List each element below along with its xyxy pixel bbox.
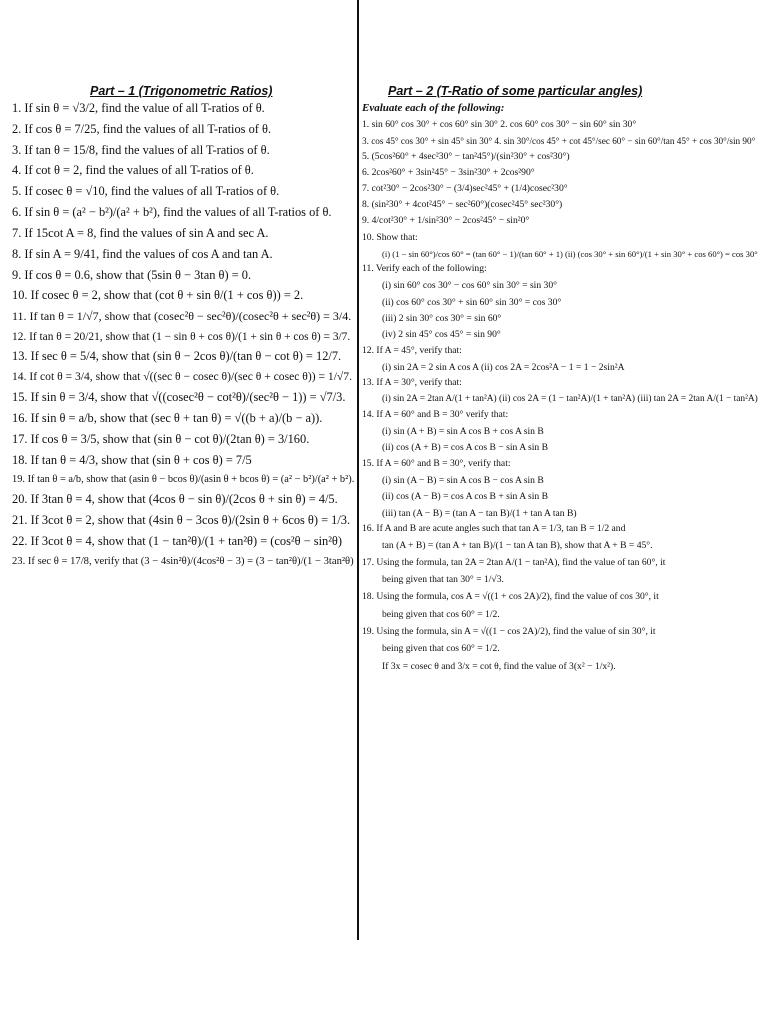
question: 1. If sin θ = √3/2, find the value of all T-ratios of θ. <box>12 101 265 115</box>
question: 11. Verify each of the following: <box>362 263 487 275</box>
question: 20. If 3tan θ = 4, show that (4cos θ − sin θ)/(2cos θ + sin θ) = 4/5. <box>12 492 338 507</box>
part-1-column <box>12 84 355 574</box>
question: 16. If A and B are acute angles such that tan A = 1/3, tan B = 1/2 and <box>362 523 626 535</box>
sub-question: (i) (1 − sin 60°)/cos 60° = (tan 60° − 1)/(tan 60° + 1) (ii) (cos 30° + sin 60°)/(1 + sin 30° + cos 60°) = cos 30° <box>382 248 758 259</box>
sub-question: (ii) cos (A − B) = cos A cos B + sin A sin B <box>382 491 549 503</box>
question-continuation: being given that cos 60° = 1/2. <box>382 642 500 654</box>
question: 17. If cos θ = 3/5, show that (sin θ − cot θ)/(2tan θ) = 3/160. <box>12 431 310 446</box>
sub-question: (i) sin (A + B) = sin A cos B + cos A sin B <box>382 425 544 437</box>
question: 7. cot²30° − 2cos²30° − (3/4)sec²45° + (1/4)cosec²30° <box>362 183 568 195</box>
question: 5. If cosec θ = √10, find the values of all T-ratios of θ. <box>12 184 280 199</box>
instruction: Evaluate each of the following: <box>362 102 505 114</box>
sub-question: (i) sin (A − B) = sin A cos B − cos A sin B <box>382 474 544 486</box>
question: 9. If cos θ = 0.6, show that (5sin θ − 3tan θ) = 0. <box>12 267 252 282</box>
question: 1. sin 60° cos 30° + cos 60° sin 30° 2. cos 60° cos 30° − sin 60° sin 30° <box>362 119 637 130</box>
question: 5. (5cos²60° + 4sec²30° − tan²45°)/(sin²30° + cos²30°) <box>362 150 570 162</box>
question: 15. If sin θ = 3/4, show that √((cosec²θ − cot²θ)/(sec²θ − 1)) = √7/3. <box>12 390 346 405</box>
sub-question: (iii) tan (A − B) = (tan A − tan B)/(1 + tan A tan B) <box>382 507 577 519</box>
question: 6. If sin θ = (a² − b²)/(a² + b²), find the values of all T-ratios of θ. <box>12 205 332 220</box>
question: 4. If cot θ = 2, find the values of all T-ratios of θ. <box>12 163 254 178</box>
question: 17. Using the formula, tan 2A = 2tan A/(1 − tan²A), find the value of tan 60°, it <box>362 557 666 569</box>
sub-question: (iii) 2 sin 30° cos 30° = sin 60° <box>382 313 502 324</box>
question: 10. If cosec θ = 2, show that (cot θ + sin θ/(1 + cos θ)) = 2. <box>12 288 304 303</box>
part-2-heading: Part – 2 (T-Ratio of some particular angles) <box>388 84 643 98</box>
sub-question: (ii) cos (A + B) = cos A cos B − sin A sin B <box>382 442 549 454</box>
question: 3. If tan θ = 15/8, find the values of all T-ratios of θ. <box>12 142 270 157</box>
question: 19. Using the formula, sin A = √((1 − cos 2A)/2), find the value of sin 30°, it <box>362 625 656 637</box>
question: 13. If sec θ = 5/4, show that (sin θ − 2cos θ)/(tan θ − cot θ) = 12/7. <box>12 349 342 364</box>
sub-question: (i) sin 2A = 2tan A/(1 + tan²A) (ii) cos 2A = (1 − tan²A)/(1 + tan²A) (iii) tan 2A = 2tan A/(1 − tan²A) <box>382 394 758 405</box>
question-continuation: being given that cos 60° = 1/2. <box>382 608 500 620</box>
column-divider <box>357 0 359 940</box>
question-continuation: being given that tan 30° = 1/√3. <box>382 574 504 586</box>
question: 13. If A = 30°, verify that: <box>362 377 462 389</box>
question-continuation: tan (A + B) = (tan A + tan B)/(1 − tan A tan B), show that A + B = 45°. <box>382 540 653 552</box>
question: 2. If cos θ = 7/25, find the values of all T-ratios of θ. <box>12 121 272 136</box>
question: 12. If tan θ = 20/21, show that (1 − sin θ + cos θ)/(1 + sin θ + cos θ) = 3/7. <box>12 330 351 343</box>
sub-question: (ii) cos 60° cos 30° + sin 60° sin 30° = cos 30° <box>382 296 562 308</box>
question: 8. (sin²30° + 4cot²45° − sec²60°)(cosec²45° sec²30°) <box>362 199 563 211</box>
question: 8. If sin A = 9/41, find the values of cos A and tan A. <box>12 246 273 261</box>
part-2-column <box>362 84 762 677</box>
question: 14. If A = 60° and B = 30° verify that: <box>362 408 509 420</box>
question: 22. If 3cot θ = 4, show that (1 − tan²θ)/(1 + tan²θ) = (cos²θ − sin²θ) <box>12 533 342 548</box>
final-question: If 3x = cosec θ and 3/x = cot θ, find the value of 3(x² − 1/x²). <box>382 660 616 672</box>
question: 21. If 3cot θ = 2, show that (4sin θ − 3cos θ)/(2sin θ + 6cos θ) = 1/3. <box>12 512 351 527</box>
sub-question: (i) sin 60° cos 30° − cos 60° sin 30° = sin 30° <box>382 280 557 292</box>
question: 23. If sec θ = 17/8, verify that (3 − 4sin²θ)/(4cos²θ − 3) = (3 − tan²θ)/(1 − 3tan²θ) <box>12 555 354 567</box>
question: 16. If sin θ = a/b, show that (sec θ + tan θ) = √((b + a)/(b − a)). <box>12 410 323 425</box>
part-1-heading: Part – 1 (Trigonometric Ratios) <box>90 84 273 98</box>
question: 11. If tan θ = 1/√7, show that (cosec²θ − sec²θ)/(cosec²θ + sec²θ) = 3/4. <box>12 309 352 324</box>
question: 19. If tan θ = a/b, show that (asin θ − bcos θ)/(asin θ + bcos θ) = (a² − b²)/(a² + b²). <box>12 474 355 486</box>
sub-question: (i) sin 2A = 2 sin A cos A (ii) cos 2A = 2cos²A − 1 = 1 − 2sin²A <box>382 361 625 373</box>
question: 15. If A = 60° and B = 30°, verify that: <box>362 457 511 469</box>
question: 14. If cot θ = 3/4, show that √((sec θ − cosec θ)/(sec θ + cosec θ)) = 1/√7. <box>12 370 352 384</box>
sub-question: (iv) 2 sin 45° cos 45° = sin 90° <box>382 329 501 341</box>
question: 3. cos 45° cos 30° + sin 45° sin 30° 4. sin 30°/cos 45° + cot 45°/sec 60° − sin 60°/tan 45° + cos 30°/sin 90° <box>362 136 756 147</box>
question: 18. If tan θ = 4/3, show that (sin θ + cos θ) = 7/5 <box>12 452 252 467</box>
question: 9. 4/cot²30° + 1/sin²30° − 2cos²45° − sin²0° <box>362 215 530 227</box>
question: 10. Show that: <box>362 231 418 243</box>
question: 6. 2cos²60° + 3sin²45° − 3sin²30° + 2cos²90° <box>362 166 535 178</box>
question: 7. If 15cot A = 8, find the values of sin A and sec A. <box>12 225 269 240</box>
question: 18. Using the formula, cos A = √((1 + cos 2A)/2), find the value of cos 30°, it <box>362 591 659 603</box>
question: 12. If A = 45°, verify that: <box>362 344 462 356</box>
